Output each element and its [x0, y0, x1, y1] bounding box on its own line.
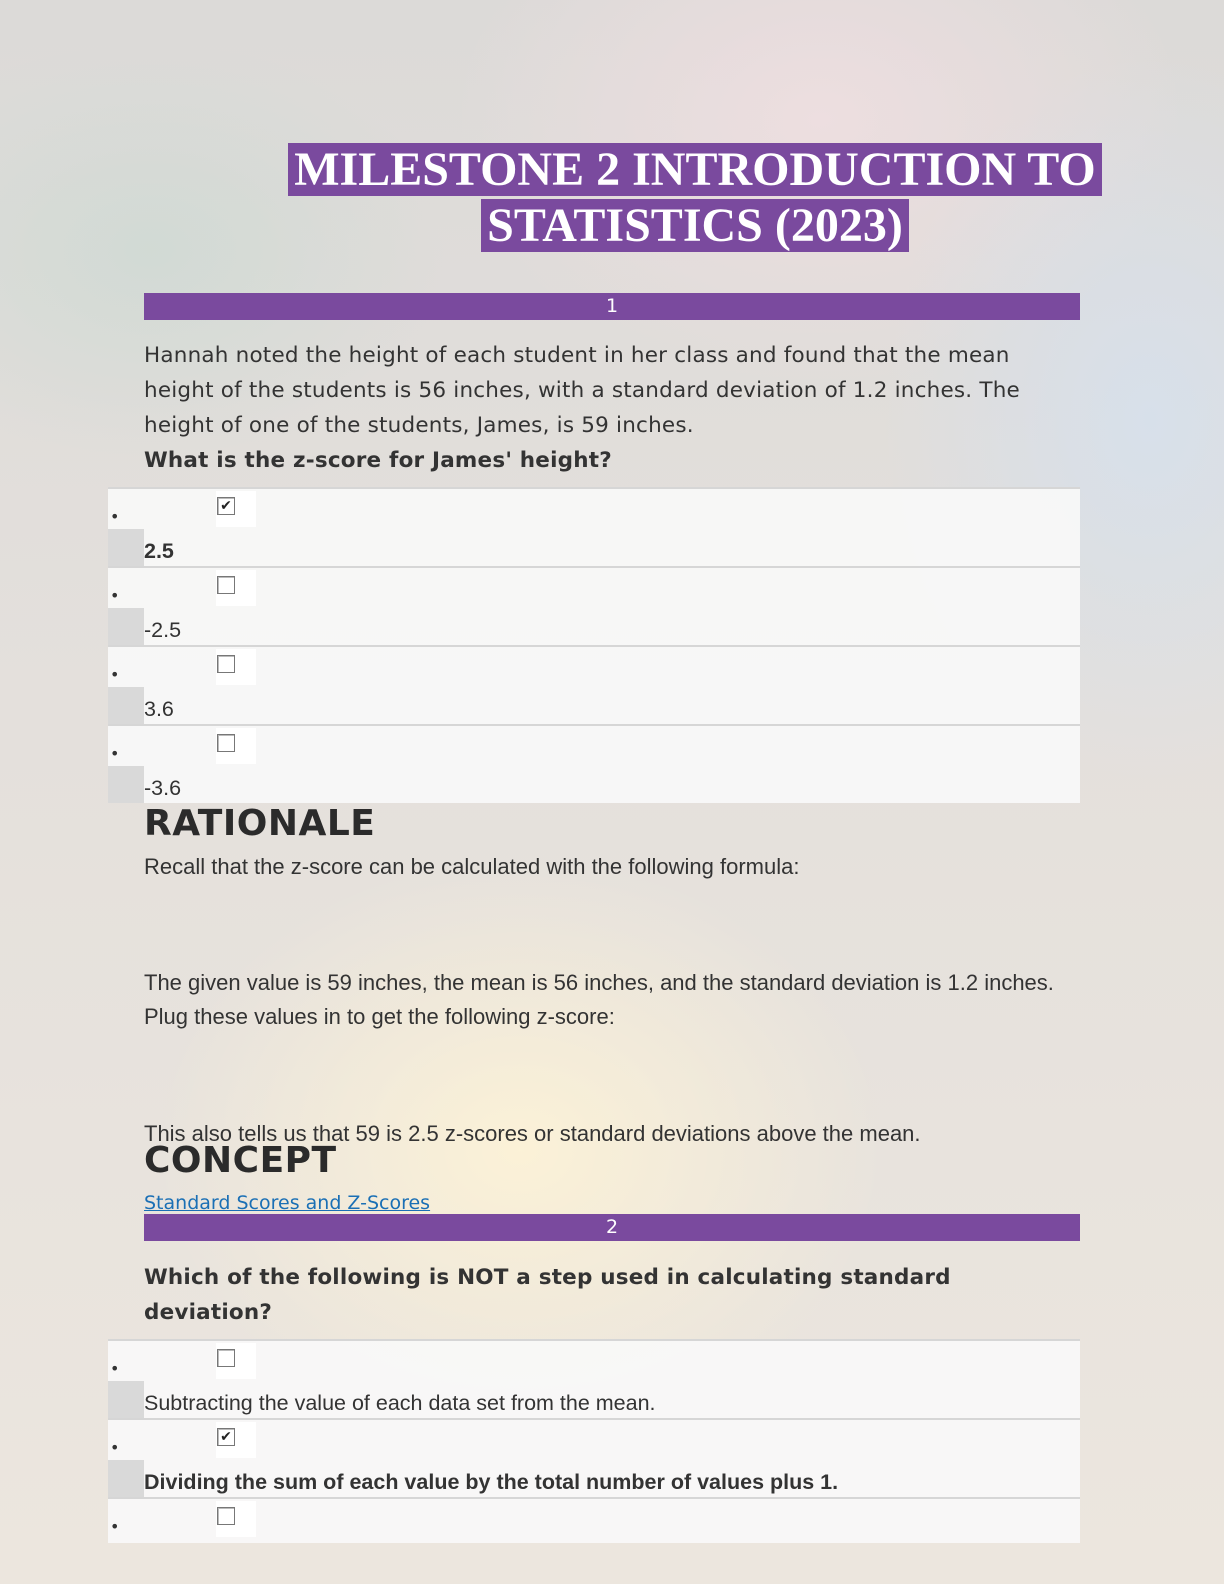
rationale-text-2: The given value is 59 inches, the mean is 56 inches, and the standard deviation is 1.2 inches. Plug these values in to get the following z-score:: [144, 970, 1054, 1029]
option-tab: [108, 687, 144, 724]
answer-option[interactable]: [108, 1339, 1080, 1418]
answer-option[interactable]: [108, 487, 1080, 566]
answer-option[interactable]: [108, 1497, 1080, 1543]
question-2-prompt: Which of the following is NOT a step used in calculating standard deviation?: [144, 1265, 951, 1325]
answer-option[interactable]: [108, 1418, 1080, 1497]
option-tab: [108, 766, 144, 803]
question-1-text: [144, 338, 1074, 478]
checkbox[interactable]: [217, 1349, 235, 1367]
rationale-text-3: This also tells us that 59 is 2.5 z-scores or standard deviations above the mean.: [144, 1121, 921, 1146]
question-2-options: [108, 1339, 1080, 1543]
rationale-text-1: Recall that the z-score can be calculated with the following formula:: [144, 854, 800, 879]
title-line-1: MILESTONE 2 INTRODUCTION TO: [288, 143, 1102, 196]
bullet: •: [110, 586, 120, 605]
bullet: •: [110, 1438, 120, 1457]
checkbox[interactable]: [217, 655, 235, 673]
bullet: •: [110, 1359, 120, 1378]
checkbox[interactable]: [217, 1507, 235, 1525]
answer-option[interactable]: [108, 645, 1080, 724]
option-tab: [108, 529, 144, 566]
bullet: •: [110, 744, 120, 763]
checkbox-checked[interactable]: ✔: [217, 497, 235, 515]
concept-link[interactable]: Standard Scores and Z-Scores: [144, 1192, 431, 1214]
question-1-stem: Hannah noted the height of each student in her class and found that the mean height of the students is 56 inches, with a standard deviation of 1.2 inches. The height of one of the students, James, is 59 inches.: [144, 343, 1020, 438]
checkbox-checked[interactable]: ✔: [217, 1428, 235, 1446]
option-label: 3.6: [144, 697, 174, 721]
bullet: •: [110, 507, 120, 526]
title-line-2: STATISTICS (2023): [481, 199, 909, 252]
option-label: Subtracting the value of each data set from the mean.: [144, 1391, 656, 1415]
checkbox[interactable]: [217, 734, 235, 752]
option-tab: [108, 1381, 144, 1418]
question-1-header: 1: [144, 293, 1080, 320]
concept-heading: CONCEPT: [144, 1140, 337, 1181]
option-label: Dividing the sum of each value by the total number of values plus 1.: [144, 1470, 839, 1494]
option-label: -2.5: [144, 618, 182, 642]
option-label: -3.6: [144, 776, 182, 800]
option-tab: [108, 608, 144, 645]
question-1-prompt: What is the z-score for James' height?: [144, 448, 612, 473]
option-label: 2.5: [144, 539, 174, 563]
bullet: •: [110, 665, 120, 684]
checkbox[interactable]: [217, 576, 235, 594]
rationale-heading: RATIONALE: [144, 803, 376, 844]
option-tab: [108, 1460, 144, 1497]
question-1-options: [108, 487, 1080, 803]
answer-option[interactable]: [108, 566, 1080, 645]
bullet: •: [110, 1517, 120, 1536]
answer-option[interactable]: [108, 724, 1080, 803]
question-2-header: 2: [144, 1214, 1080, 1241]
document-title: [280, 142, 1110, 254]
